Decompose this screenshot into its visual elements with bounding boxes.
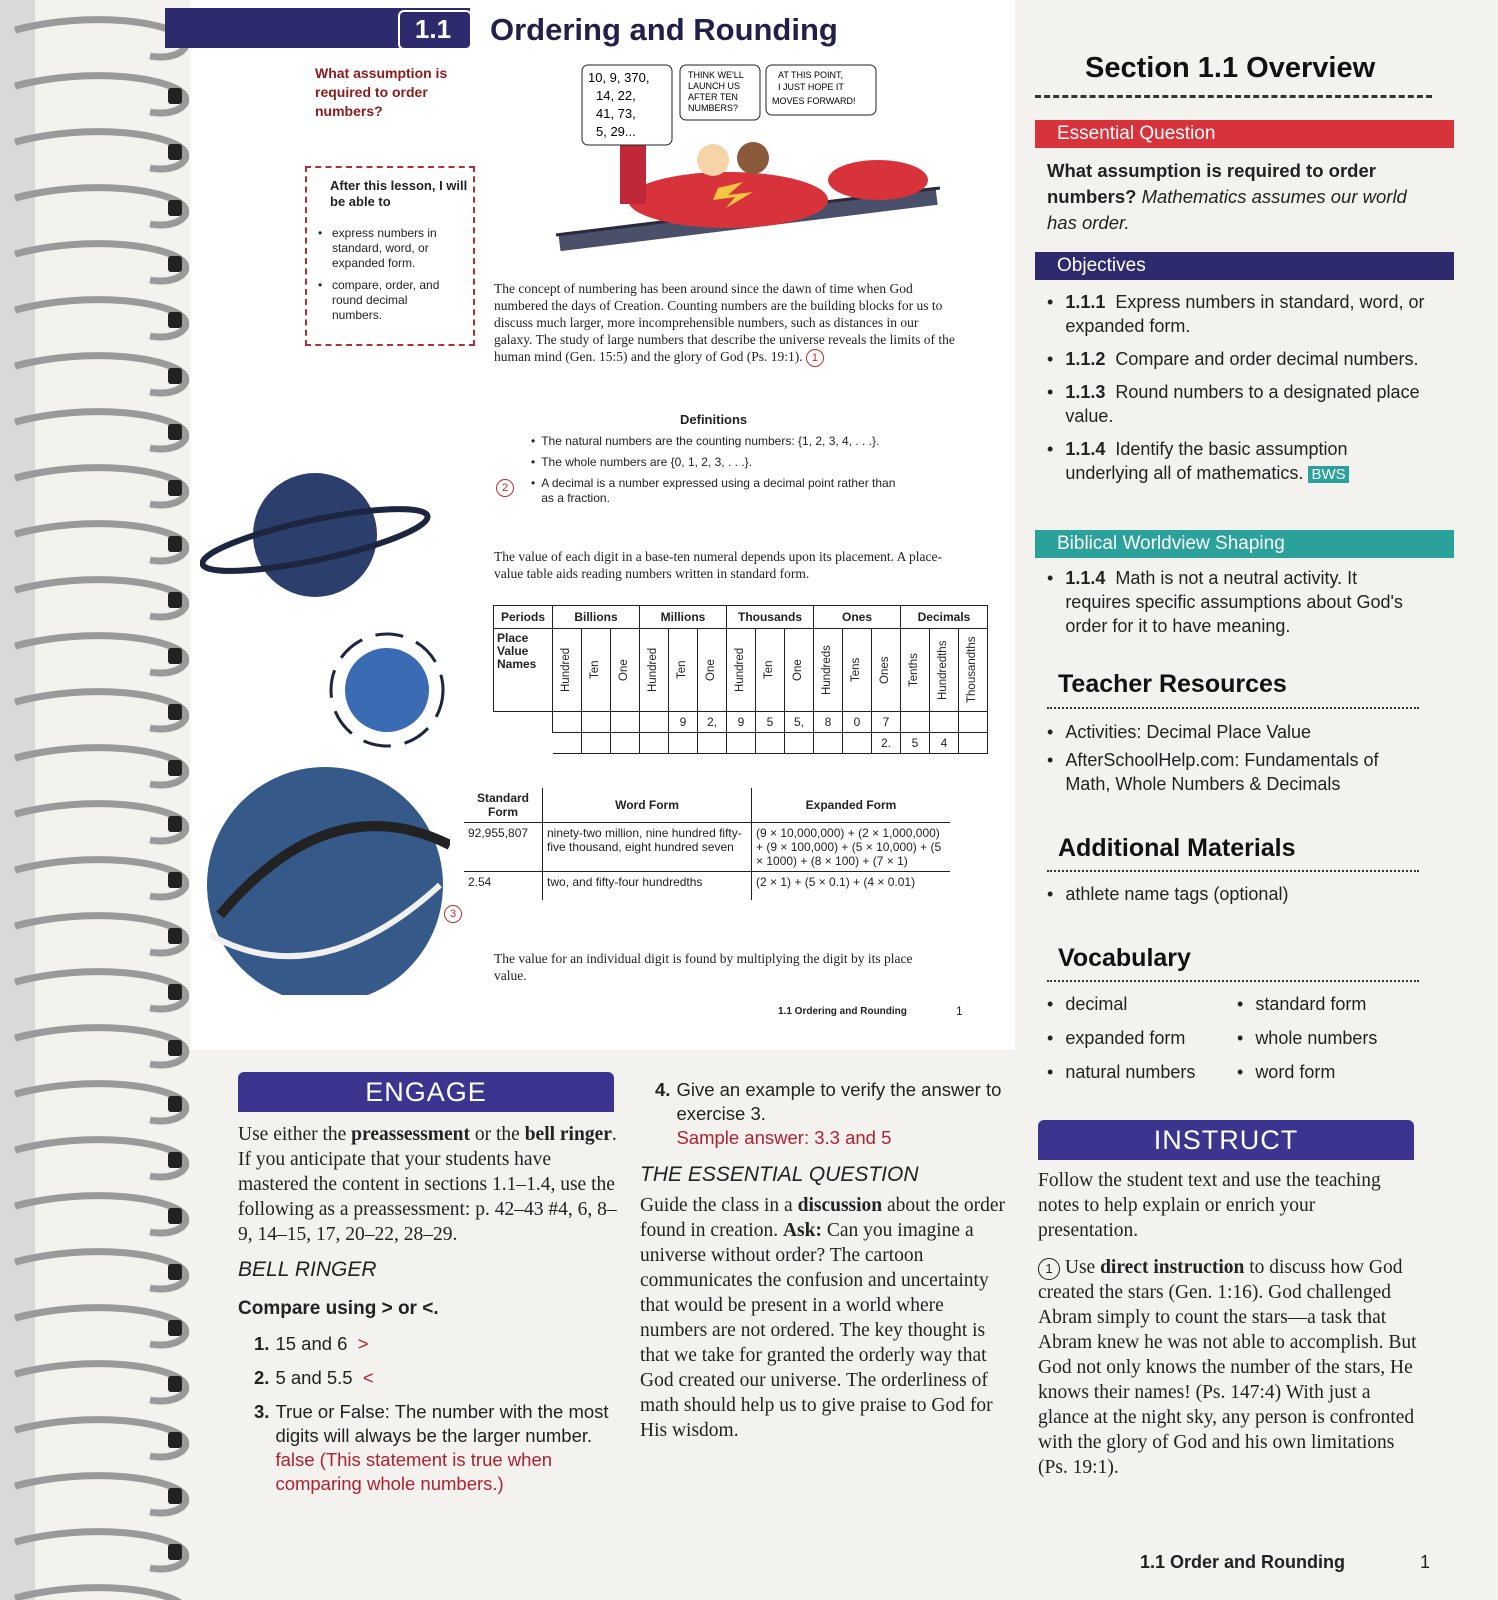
exercise-list <box>254 1332 614 1496</box>
section-number: 1.1 <box>414 14 452 44</box>
forms-header-row: Standard Form Word Form Expanded Form <box>464 788 950 823</box>
compare-title: Compare using > or <. <box>238 1298 439 1319</box>
binding-hole <box>168 1264 182 1280</box>
binding-hole <box>168 984 182 1000</box>
student-page-footer: 1.1 Ordering and Rounding <box>778 1006 907 1017</box>
digit-cell <box>640 733 669 754</box>
place-name-cell <box>727 629 756 712</box>
definitions-title: Definitions <box>680 412 748 427</box>
place-value-table <box>493 605 988 754</box>
forms-row: 92,955,807 ninety-two million, nine hundred fifty-five thousand, eight hundred seven (9 × 10,000,000) + (2 × 1,000,000) + (9 × 100,000) + (5 × 10,000) + (5 × 1000) + (8 × 100) + (7 × 1) <box>464 823 950 872</box>
binding-hole <box>168 1096 182 1112</box>
bell-ringer-title: BELL RINGER <box>238 1258 377 1281</box>
objectives-bar: Objectives <box>1035 252 1454 280</box>
page-footer-title: 1.1 Order and Rounding <box>1140 1552 1346 1572</box>
callout-3-wrap <box>444 904 462 923</box>
objective-row: • 1.1.1 Express numbers in standard, word, or expanded form. <box>1047 292 1425 336</box>
bubble-numbers-text: 10, 9, 370, <box>588 70 650 85</box>
digit-cell <box>553 733 582 754</box>
place-name: Ones <box>879 656 891 684</box>
digit-cell <box>901 712 930 733</box>
spiral-coil <box>15 1084 186 1121</box>
spiral-binding <box>0 0 200 1600</box>
digit-cell: 0 <box>843 712 872 733</box>
binding-hole <box>168 368 182 384</box>
callout-1-instruct: 1 <box>1038 1258 1060 1280</box>
digit-cell: 5 <box>756 712 785 733</box>
place-name-cell <box>669 629 698 712</box>
place-name: Tenths <box>908 653 920 687</box>
spiral-coil <box>15 748 186 785</box>
forms-table <box>464 788 950 900</box>
digit-cell <box>930 712 959 733</box>
place-value-row <box>494 733 988 754</box>
place-value-row <box>494 712 988 733</box>
binding-hole <box>168 1432 182 1448</box>
spiral-coil <box>15 300 186 337</box>
digit-cell <box>582 712 611 733</box>
objective-item: • compare, order, and round decimal numbers. <box>318 278 440 322</box>
bws-row: • 1.1.4 Math is not a neutral activity. It requires specific assumptions about God's order for it to have meaning. <box>1047 568 1403 636</box>
teacher-resources-title: Teacher Resources <box>1058 670 1287 698</box>
digit-cell <box>553 712 582 733</box>
binding-hole <box>168 1544 182 1560</box>
material-item: • athlete name tags (optional) <box>1047 884 1289 904</box>
digit-cell: 7 <box>872 712 901 733</box>
place-name: Tens <box>850 657 862 683</box>
vocabulary-col-2 <box>1237 992 1427 1084</box>
binding-hole <box>168 1376 182 1392</box>
spiral-coil <box>15 916 186 953</box>
planets-illustration <box>200 455 450 995</box>
overview-title: Section 1.1 Overview <box>1085 52 1376 84</box>
place-name-cell <box>553 629 582 712</box>
place-name-cell <box>843 629 872 712</box>
exercise-item: 2. 5 and 5.5 < <box>254 1367 374 1388</box>
place-name-cell <box>756 629 785 712</box>
svg-text:AFTER TEN: AFTER TEN <box>688 92 738 102</box>
forms-row: 2.54 two, and fifty-four hundredths (2 × 1) + (5 × 0.1) + (4 × 0.01) <box>464 872 950 901</box>
binding-hole <box>168 760 182 776</box>
objective-row: • 1.1.3 Round numbers to a designated place value. <box>1047 382 1420 426</box>
vocab-item: • whole numbers <box>1237 1028 1378 1048</box>
objective-row: • 1.1.2 Compare and order decimal numbers. <box>1047 349 1419 369</box>
resource-item: • Activities: Decimal Place Value <box>1047 722 1312 742</box>
digit-cell: 9 <box>727 712 756 733</box>
spiral-coil <box>15 76 186 113</box>
callout-2-wrap <box>496 478 514 497</box>
place-name: One <box>618 659 630 681</box>
binding-hole <box>168 1040 182 1056</box>
place-name: Hundred <box>647 647 659 693</box>
instruct-paragraph: 1 Use direct instruction to discuss how God created the stars (Gen. 1:16). God challenged Abram simply to count the stars—a task that Abram knew he was not able to accomplish. But God not only knows the number of the stars, He knows their names! (Ps. 147:4) With just a glance at the night sky, any person is confronted with the glory of God and his own limitations (Ps. 19:1). <box>1038 1257 1417 1478</box>
vocabulary-title: Vocabulary <box>1058 944 1191 972</box>
digit-cell: 2, <box>698 712 727 733</box>
definition-item: • The whole numbers are {0, 1, 2, 3, . . .}. <box>531 455 752 469</box>
essential-question-paragraph: Guide the class in a discussion about the order found in creation. Ask: Can you imagine a universe without order? The cartoon communicates the confusion and uncertainty that would be present in a world where numbers are not ordered. The key thought is that we take for granted the orderly way that God created our universe. The orderliness of math should help us to give praise to God for His wisdom. <box>640 1195 1006 1441</box>
spiral-coil <box>15 972 186 1009</box>
spiral-coil <box>15 1028 186 1065</box>
digit-cell <box>756 733 785 754</box>
spiral-coil <box>15 20 186 57</box>
spiral-coil <box>15 1532 186 1569</box>
place-name: Ten <box>589 660 601 680</box>
engage-paragraph: Use either the preassessment or the bell ringer. If you anticipate that your students have mastered the content in sections 1.1–1.4, use the following as a preassessment: p. 42–43 #4, 6, 8–9, 14–15, 17, 20–22, 28–29. <box>238 1124 617 1245</box>
assumption-question: What assumption is required to order numbers? <box>315 65 448 119</box>
callout-1: 1 <box>806 349 824 367</box>
exercise-item: 1. 15 and 6 > <box>254 1333 369 1354</box>
digit-cell <box>959 733 988 754</box>
svg-text:NUMBERS?: NUMBERS? <box>688 103 739 113</box>
place-name-cell <box>698 629 727 712</box>
divider <box>1047 980 1419 982</box>
place-name-cell <box>785 629 814 712</box>
binding-hole <box>168 1488 182 1504</box>
digit-cell <box>727 733 756 754</box>
additional-materials-title: Additional Materials <box>1058 834 1296 862</box>
binding-hole <box>168 256 182 272</box>
binding-hole <box>168 1208 182 1224</box>
digit-value-note: The value for an individual digit is found by multiplying the digit by its place value. <box>494 951 913 983</box>
student-page-number: 1 <box>956 1004 963 1018</box>
spiral-coil <box>15 804 186 841</box>
place-name: Thousandths <box>966 636 978 704</box>
digit-cell <box>611 712 640 733</box>
intro-paragraph: The concept of numbering has been around since the dawn of time when God numbered the days of Creation. Counting numbers are the building blocks for us to discuss much larger, more incomprehensible numbers, such as distances in our galaxy. The study of large numbers that describe the universe reveals the limits of the human mind (Gen. 15:5) and the glory of God (Ps. 19:1). 1 <box>494 280 956 367</box>
digit-cell <box>959 712 988 733</box>
spiral-coil <box>15 1476 186 1513</box>
svg-text:THINK WE'LL: THINK WE'LL <box>688 70 744 80</box>
exercise-item: 3. True or False: The number with the most digits will always be the larger number. false (This statement is true when comparing whole numbers.) <box>254 1401 609 1494</box>
binding-hole <box>168 872 182 888</box>
divider <box>1047 707 1419 709</box>
svg-text:41, 73,: 41, 73, <box>596 106 636 121</box>
lesson-title: Ordering and Rounding <box>490 12 838 47</box>
place-name-cell <box>872 629 901 712</box>
digit-cell <box>640 712 669 733</box>
digit-cell: 9 <box>669 712 698 733</box>
place-name: Ten <box>763 660 775 680</box>
title-divider <box>1035 95 1432 98</box>
vocabulary-col-1 <box>1047 992 1237 1084</box>
place-name: Hundredths <box>937 640 949 700</box>
digit-cell: 5, <box>785 712 814 733</box>
resource-item: • AfterSchoolHelp.com: Fundamentals of Math, Whole Numbers & Decimals <box>1047 750 1379 794</box>
place-value-intro: The value of each digit in a base-ten numeral depends upon its placement. A place-value table aids reading numbers written in standard form. <box>494 549 942 581</box>
binding-hole <box>168 536 182 552</box>
digit-cell <box>698 733 727 754</box>
place-name: Ten <box>676 660 688 680</box>
objectives-list <box>1047 290 1427 487</box>
binding-hole <box>168 1152 182 1168</box>
spiral-coil <box>15 244 186 281</box>
place-name-cell <box>814 629 843 712</box>
definition-item: • The natural numbers are the counting numbers: {1, 2, 3, 4, . . .}. <box>531 434 880 448</box>
page-number: 1 <box>1420 1552 1431 1572</box>
place-name: One <box>705 659 717 681</box>
spiral-coil <box>15 356 186 393</box>
place-name-cell <box>640 629 669 712</box>
instruct-intro: Follow the student text and use the teaching notes to help explain or enrich your presentation. <box>1038 1170 1381 1241</box>
digit-cell <box>582 733 611 754</box>
digit-cell: 2. <box>872 733 901 754</box>
vocab-item: • decimal <box>1047 994 1128 1014</box>
svg-text:I JUST HOPE IT: I JUST HOPE IT <box>778 82 844 92</box>
place-name: Hundreds <box>821 645 833 695</box>
objectives-box-list <box>318 226 457 323</box>
teacher-resources-list <box>1047 720 1427 796</box>
spiral-coil <box>15 1420 186 1457</box>
essential-question-text: What assumption is required to order numbers? Mathematics assumes our world has order. <box>1047 160 1407 233</box>
svg-text:14, 22,: 14, 22, <box>596 88 636 103</box>
place-name-cell <box>930 629 959 712</box>
binding-hole <box>168 704 182 720</box>
binding-hole <box>168 816 182 832</box>
digit-cell: 8 <box>814 712 843 733</box>
place-names-row: Place Value Names Hundred Ten One Hundred Ten One Hundred Ten One Hundreds Tens Ones Tenths Hundredths Thousandths <box>494 629 988 712</box>
digit-cell <box>785 733 814 754</box>
spiral-coil <box>15 1588 186 1600</box>
spiral-coil <box>15 1252 186 1289</box>
spiral-coil <box>15 132 186 169</box>
bws-tag: BWS <box>1308 466 1348 483</box>
callout-3: 3 <box>444 905 462 923</box>
binding-hole <box>168 312 182 328</box>
rollercoaster-cartoon <box>538 60 958 270</box>
spiral-coil <box>15 188 186 225</box>
instruct-header: INSTRUCT <box>1038 1120 1414 1160</box>
digit-cell: 4 <box>930 733 959 754</box>
spiral-coil <box>15 1364 186 1401</box>
place-name: One <box>792 659 804 681</box>
binding-hole <box>168 144 182 160</box>
binding-hole <box>168 592 182 608</box>
objective-item: • express numbers in standard, word, or expanded form. <box>318 226 437 270</box>
spiral-coil <box>15 412 186 449</box>
digit-cell <box>814 733 843 754</box>
binding-hole <box>168 480 182 496</box>
spiral-coil <box>15 692 186 729</box>
spiral-coil <box>15 1196 186 1233</box>
digit-cell <box>843 733 872 754</box>
definition-item: • A decimal is a number expressed using a decimal point rather than as a fraction. <box>531 476 896 505</box>
binding-hole <box>168 88 182 104</box>
place-name-cell <box>582 629 611 712</box>
objective-row: • 1.1.4 Identify the basic assumption underlying all of mathematics. BWS <box>1047 439 1348 483</box>
spiral-coil <box>15 580 186 617</box>
digit-cell: 5 <box>901 733 930 754</box>
callout-2: 2 <box>496 479 514 497</box>
binding-hole <box>168 648 182 664</box>
vocab-item: • expanded form <box>1047 1028 1186 1048</box>
digit-cell <box>611 733 640 754</box>
vocab-item: • standard form <box>1237 994 1367 1014</box>
vocab-item: • natural numbers <box>1047 1062 1196 1082</box>
digit-cell <box>669 733 698 754</box>
spiral-coil <box>15 1308 186 1345</box>
binding-hole <box>168 928 182 944</box>
objectives-box-heading: After this lesson, I will be able to <box>330 178 468 209</box>
spiral-coil <box>15 1140 186 1177</box>
bws-list <box>1047 566 1427 638</box>
spiral-coil <box>15 468 186 505</box>
svg-text:AT THIS POINT,: AT THIS POINT, <box>778 70 844 80</box>
binding-hole <box>168 424 182 440</box>
additional-materials-list <box>1047 882 1427 906</box>
place-name-cell <box>959 629 988 712</box>
spiral-coil <box>15 636 186 673</box>
spiral-coil <box>15 524 186 561</box>
definitions-list <box>531 434 901 506</box>
place-name: Hundred <box>560 647 572 693</box>
essential-question-title: THE ESSENTIAL QUESTION <box>640 1163 919 1186</box>
svg-text:MOVES FORWARD!: MOVES FORWARD! <box>772 96 856 106</box>
binding-hole <box>168 1320 182 1336</box>
periods-row: Periods Billions Millions Thousands Ones Decimals <box>494 606 988 629</box>
spiral-coil <box>15 860 186 897</box>
divider <box>1047 870 1419 872</box>
binding-hole <box>168 200 182 216</box>
engage-header: ENGAGE <box>238 1072 614 1112</box>
place-name-cell <box>611 629 640 712</box>
bws-bar: Biblical Worldview Shaping <box>1035 530 1454 558</box>
svg-text:5, 29...: 5, 29... <box>596 124 636 139</box>
place-name-cell <box>901 629 930 712</box>
exercise-4: 4. Give an example to verify the answer to exercise 3. Sample answer: 3.3 and 5 <box>655 1079 1002 1148</box>
vocab-item: • word form <box>1237 1062 1336 1082</box>
place-name: Hundred <box>734 647 746 693</box>
essential-question-bar: Essential Question <box>1035 120 1454 148</box>
svg-text:LAUNCH US: LAUNCH US <box>688 81 741 91</box>
